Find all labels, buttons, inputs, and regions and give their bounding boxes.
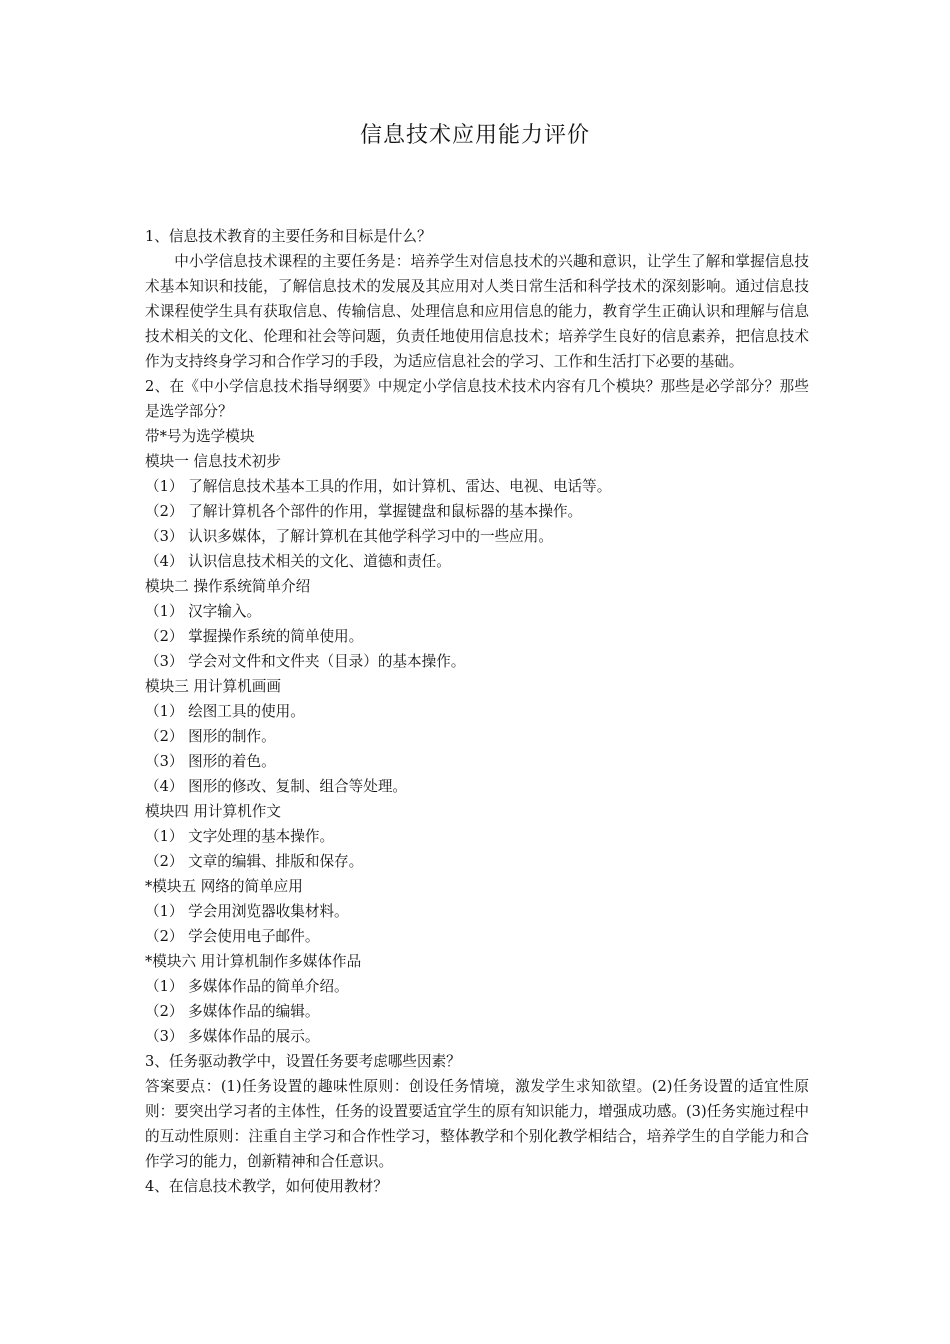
module-item: （4） 认识信息技术相关的文化、道德和责任。 bbox=[145, 553, 451, 570]
module-title: *模块五 网络的简单应用 bbox=[145, 878, 303, 895]
module-item: （1） 绘图工具的使用。 bbox=[145, 703, 305, 720]
module-title: 模块四 用计算机作文 bbox=[145, 803, 281, 820]
module-item: （2） 图形的制作。 bbox=[145, 728, 276, 745]
question-2: 2、在《中小学信息技术指导纲要》中规定小学信息技术技术内容有几个模块？那些是必学部分？那些是选学部分？ bbox=[145, 378, 809, 420]
module-item: （1） 汉字输入。 bbox=[145, 603, 262, 620]
answer-1: 中小学信息技术课程的主要任务是：培养学生对信息技术的兴趣和意识，让学生了解和掌握信息技术基本知识和技能，了解信息技术的发展及其应用对人类日常生活和科学技术的深刻影响。通过信息技术课程使学生具有获取信息、传输信息、处理信息和应用信息的能力，教育学生正确认识和理解与信息技术相关的文化、伦理和社会等问题，负责任地使用信息技术；培养学生良好的信息素养，把信息技术作为支持终身学习和合作学习的手段，为适应信息社会的学习、工作和生活打下必要的基础。 bbox=[145, 253, 809, 370]
page-title: 信息技术应用能力评价 bbox=[359, 123, 590, 148]
module-item: （3） 图形的着色。 bbox=[145, 753, 276, 770]
module-title: *模块六 用计算机制作多媒体作品 bbox=[145, 953, 362, 970]
module-item: （1） 学会用浏览器收集材料。 bbox=[145, 903, 349, 920]
question-4: 4、在信息技术教学，如何使用教材？ bbox=[145, 1178, 388, 1195]
question-3: 3、任务驱动教学中，设置任务要考虑哪些因素？ bbox=[145, 1053, 461, 1070]
module-title: 模块二 操作系统简单介绍 bbox=[145, 578, 311, 595]
module-item: （3） 学会对文件和文件夹（目录）的基本操作。 bbox=[145, 653, 466, 670]
module-item: （1） 了解信息技术基本工具的作用，如计算机、雷达、电视、电话等。 bbox=[145, 478, 612, 495]
module-item: （3） 多媒体作品的展示。 bbox=[145, 1028, 320, 1045]
elective-note: 带*号为选学模块 bbox=[145, 428, 255, 445]
module-title: 模块三 用计算机画画 bbox=[145, 678, 281, 695]
module-item: （1） 文字处理的基本操作。 bbox=[145, 828, 335, 845]
module-item: （2） 掌握操作系统的简单使用。 bbox=[145, 628, 364, 645]
module-item: （1） 多媒体作品的简单介绍。 bbox=[145, 978, 349, 995]
module-item: （2） 了解计算机各个部件的作用，掌握键盘和鼠标器的基本操作。 bbox=[145, 503, 583, 520]
module-title: 模块一 信息技术初步 bbox=[145, 453, 281, 470]
module-item: （2） 文章的编辑、排版和保存。 bbox=[145, 853, 364, 870]
module-item: （4） 图形的修改、复制、组合等处理。 bbox=[145, 778, 408, 795]
module-item: （3） 认识多媒体，了解计算机在其他学科学习中的一些应用。 bbox=[145, 528, 553, 545]
question-1: 1、信息技术教育的主要任务和目标是什么？ bbox=[145, 228, 432, 245]
module-item: （2） 多媒体作品的编辑。 bbox=[145, 1003, 320, 1020]
module-item: （2） 学会使用电子邮件。 bbox=[145, 928, 320, 945]
document-body bbox=[145, 224, 809, 1199]
answer-3: 答案要点：(1)任务设置的趣味性原则：创设任务情境，激发学生求知欲望。(2)任务设置的适宜性原则：要突出学习者的主体性，任务的设置要适宜学生的原有知识能力，增强成功感。(3)任务实施过程中的互动性原则：注重自主学习和合作性学习，整体教学和个别化教学相结合，培养学生的自学能力和合作学习的能力，创新精神和合任意识。 bbox=[145, 1078, 809, 1170]
